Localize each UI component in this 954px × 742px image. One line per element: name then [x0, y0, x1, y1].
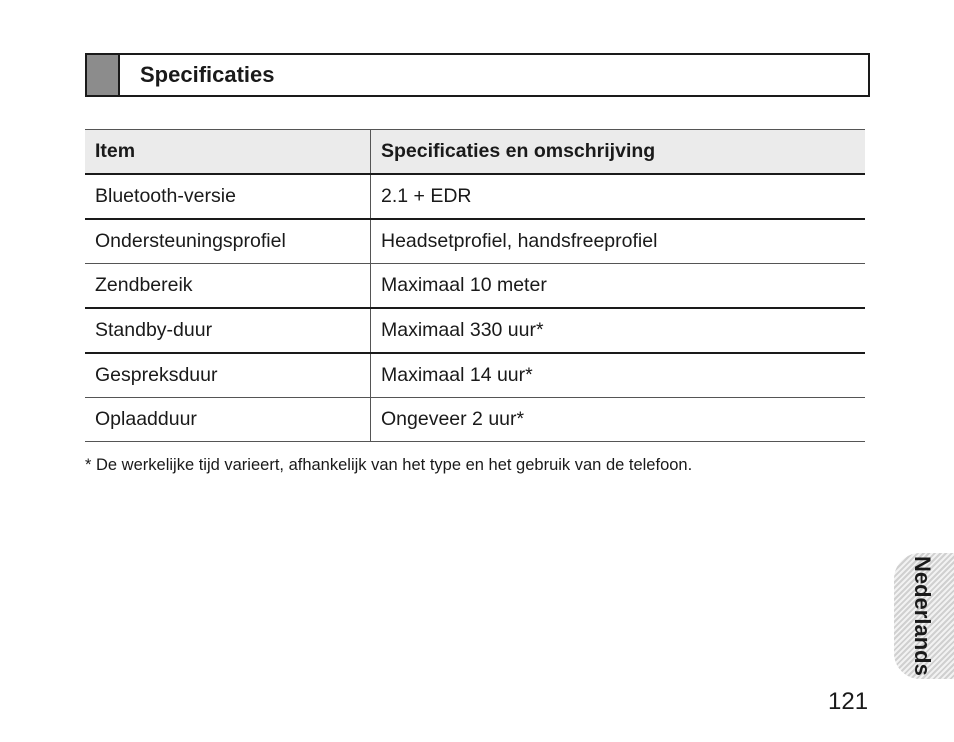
table-row [85, 219, 865, 264]
section-marker [87, 55, 120, 95]
item-cell: Oplaadduur [85, 398, 371, 442]
footnote: * De werkelijke tijd varieert, afhankelijk van het type en het gebruik van de telefoon. [85, 456, 693, 474]
spec-table [85, 129, 865, 442]
spec-cell: Maximaal 14 uur* [381, 364, 533, 386]
language-tab [894, 553, 954, 679]
table-row [85, 264, 865, 309]
item-cell: Standby-duur [85, 308, 371, 353]
column-header-spec: Specificaties en omschrijving [381, 140, 656, 162]
spec-cell: Headsetprofiel, handsfreeprofiel [381, 230, 658, 252]
item-cell: Zendbereik [85, 264, 371, 309]
table-row [85, 308, 865, 353]
item-cell: Gespreksduur [85, 353, 371, 398]
spec-cell: Maximaal 330 uur* [381, 319, 544, 341]
section-header [85, 53, 870, 97]
spec-cell: 2.1 + EDR [381, 185, 472, 207]
table-row [85, 174, 865, 219]
item-cell: Ondersteuningsprofiel [85, 219, 371, 264]
table-row [85, 353, 865, 398]
section-title: Specificaties [140, 62, 275, 87]
spec-cell: Ongeveer 2 uur* [381, 408, 525, 430]
column-header-item: Item [85, 130, 371, 175]
table-header-row [85, 130, 865, 175]
spec-cell: Maximaal 10 meter [381, 274, 547, 296]
table-row [85, 398, 865, 442]
item-cell: Bluetooth-versie [85, 174, 371, 219]
language-tab-label: Nederlands [910, 556, 935, 676]
page-number: 121 [828, 688, 869, 715]
